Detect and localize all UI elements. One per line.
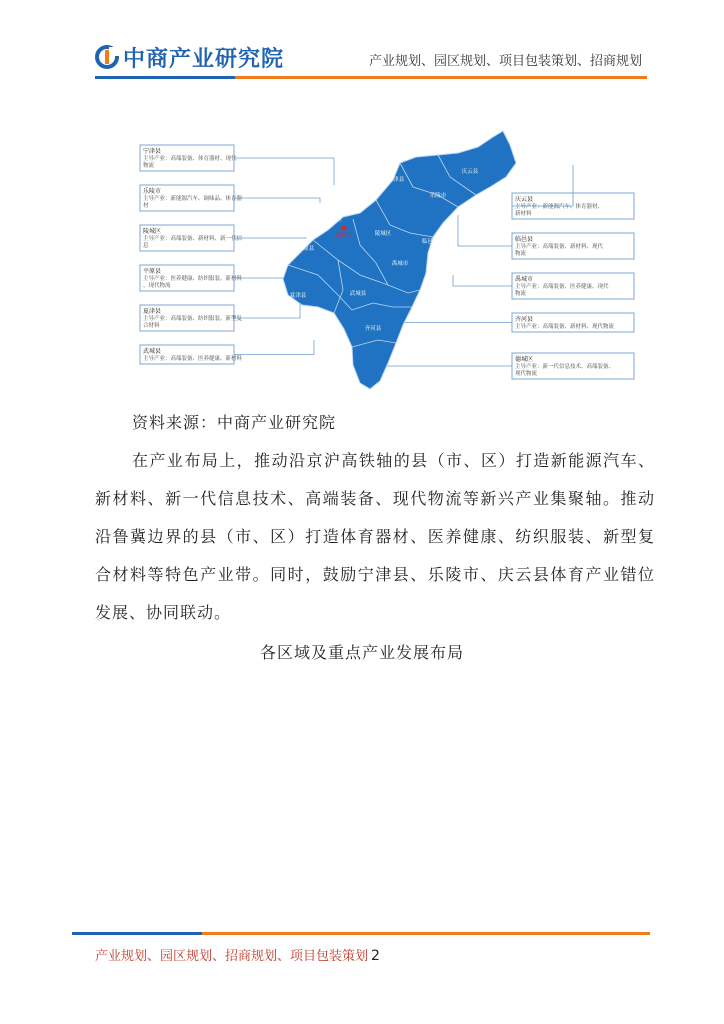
map-county-label: 庆云县	[461, 169, 479, 175]
note-box	[140, 225, 306, 251]
note-box	[512, 165, 634, 219]
note-line: 主导产业：新能源汽车、调味品、体育器	[143, 196, 243, 202]
header-slogan: 产业规划、园区规划、项目包装策划、招商规划	[368, 54, 642, 69]
note-box	[140, 145, 334, 185]
map-county-label: 武城县	[349, 291, 367, 297]
note-box	[140, 303, 300, 331]
body-paragraph: 在产业布局上，推动沿京沪高铁轴的县（市、区）打造新能源汽车、新材料、新一代信息技术、高端装备、现代物流等新兴产业集聚轴。推动沿鲁冀边界的县（市、区）打造体育器材、医养健康、纺织服装、新型复合材料等特色产业带。同时，鼓励宁津县、乐陵市、庆云县体育产业错位发展、协同联动。	[95, 451, 655, 622]
note-line: 主导产业：高端装备、医养健康、新材料	[143, 356, 243, 362]
leader-line	[234, 158, 334, 185]
note-line: 息	[143, 243, 149, 249]
note-box	[383, 353, 634, 379]
company-logo	[95, 42, 284, 72]
note-title: 庆云县	[515, 196, 534, 203]
map-county-label: 平原县	[297, 246, 315, 252]
note-line: 、现代物流	[143, 283, 171, 289]
leader-line	[458, 215, 512, 246]
footer-rule-orange	[202, 932, 650, 935]
footer-rule-blue	[72, 932, 202, 935]
leader-line	[453, 275, 512, 286]
header-rule-orange	[235, 76, 647, 79]
note-title: 乐陵市	[143, 188, 162, 195]
note-line: 主导产业：新一代信息技术、高端装备、	[515, 364, 615, 370]
leader-line	[234, 340, 314, 355]
logo-mark-icon	[95, 45, 119, 69]
leader-line	[234, 237, 306, 238]
note-box	[453, 273, 634, 299]
note-line: 主导产业：高端装备、医养健康、现代	[515, 284, 609, 290]
note-line: 物流	[515, 291, 527, 297]
leader-line	[398, 323, 512, 326]
page-footer	[95, 945, 380, 964]
note-title: 禹城市	[515, 276, 534, 283]
note-line: 材	[143, 203, 149, 209]
city-marker-icon	[342, 226, 347, 231]
leader-line	[234, 303, 300, 318]
map-county-label: 齐河县	[364, 326, 382, 332]
map-county-label: 德城区	[325, 217, 343, 223]
note-title: 德城区	[515, 356, 534, 363]
page-header	[0, 0, 724, 90]
note-title: 平原县	[143, 268, 162, 275]
note-title: 陵城区	[143, 228, 162, 235]
note-line: 主导产业：高端装备、纺织服装、新型复	[143, 316, 243, 322]
note-line: 主导产业：高端装备、新材料、新一代信	[143, 236, 243, 242]
note-line: 现代物流	[515, 371, 538, 377]
note-box	[398, 313, 634, 332]
map-county-label: 临邑县	[421, 239, 439, 245]
map-county-label: 陵城区	[374, 231, 392, 237]
logo-text: 中商产业研究院	[123, 46, 285, 72]
note-line: 物流	[143, 163, 155, 169]
map-region	[283, 131, 516, 389]
header-rule-blue	[95, 76, 235, 79]
note-box	[458, 215, 634, 259]
page-number: 2	[371, 948, 380, 964]
map-county-label: 禹城市	[391, 261, 409, 267]
note-line: 新材料	[515, 211, 532, 217]
industry-layout-map	[138, 125, 638, 390]
map-county-label: 宁津县	[387, 177, 405, 183]
county-map-shape	[283, 131, 516, 389]
note-line: 主导产业：高端装备、新材料、现代	[515, 244, 604, 250]
map-county-label: 夏津县	[289, 293, 307, 299]
figure-caption: 各区域及重点产业发展布局	[259, 643, 464, 662]
note-box	[140, 185, 320, 211]
note-line: 合材料	[143, 323, 160, 329]
note-line: 主导产业：高端装备、体育器材、现代	[143, 156, 237, 162]
note-title: 武城县	[143, 348, 162, 355]
note-line: 主导产业：医养健康、纺织服装、新材料	[143, 276, 243, 282]
note-title: 齐河县	[515, 316, 534, 323]
note-box	[140, 340, 314, 364]
leader-line	[383, 355, 512, 366]
note-title: 夏津县	[143, 308, 162, 315]
note-line: 主导产业：新能源汽车、体育器材、	[515, 204, 604, 210]
map-county-label: 乐陵市	[429, 193, 447, 199]
leader-line	[234, 198, 320, 203]
note-line: 主导产业：高端装备、新材料、现代物流	[515, 324, 615, 330]
note-box	[140, 265, 296, 291]
note-title: 宁津县	[143, 148, 162, 155]
city-highlight-label: 德州市	[335, 233, 353, 239]
note-line: 物流	[515, 251, 527, 257]
footer-text: 产业规划、园区规划、招商规划、项目包装策划	[95, 949, 369, 964]
note-title: 临邑县	[515, 236, 534, 243]
figure-source: 资料来源：中商产业研究院	[132, 413, 337, 432]
